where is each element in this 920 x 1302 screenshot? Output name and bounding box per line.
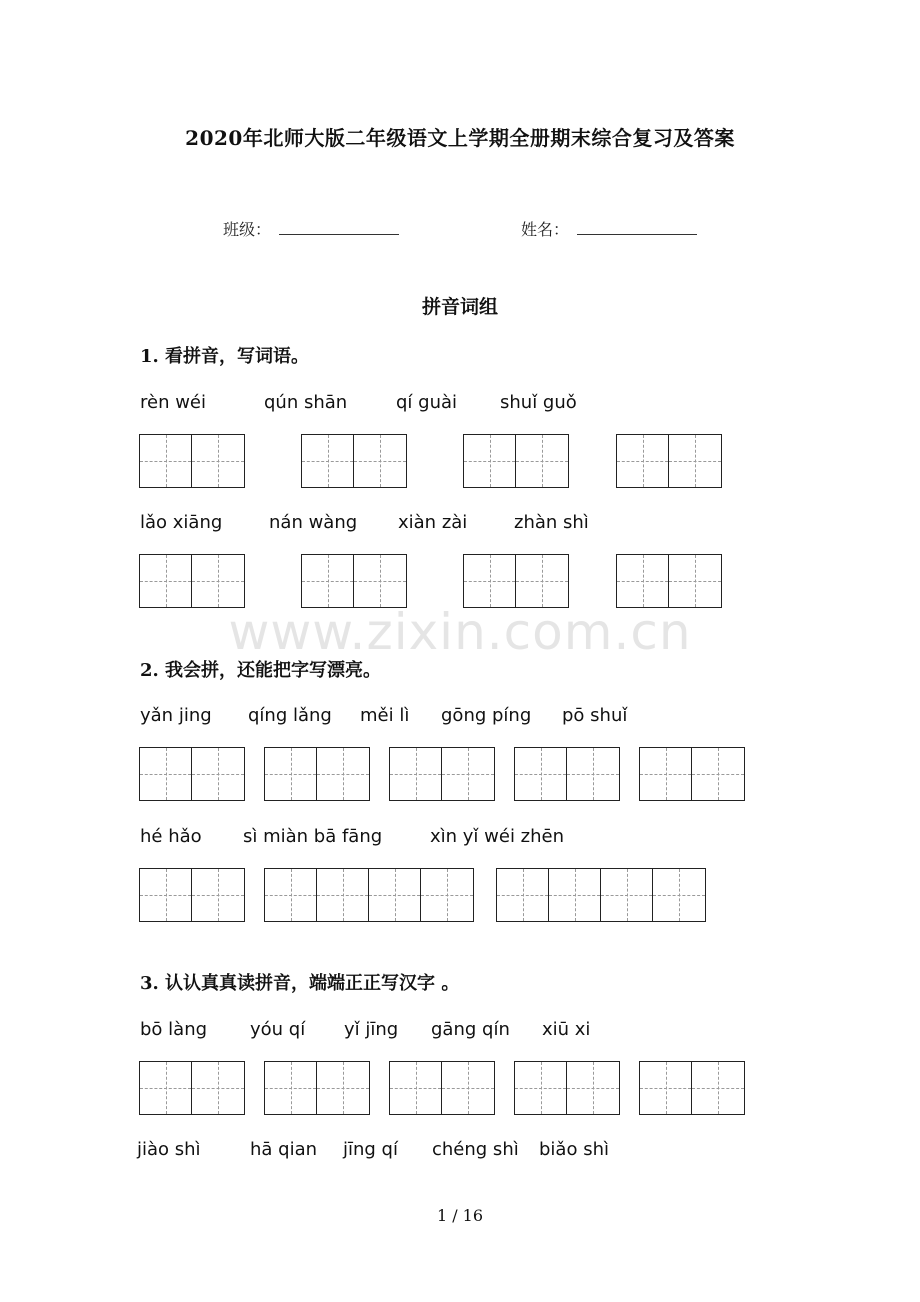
pinyin-word: pō shuǐ xyxy=(562,705,628,726)
pinyin-word: yǎn jing xyxy=(140,705,212,726)
writing-grid[interactable] xyxy=(463,434,569,488)
pinyin-word: bō làng xyxy=(140,1019,208,1040)
writing-grid[interactable] xyxy=(616,434,722,488)
pinyin-word: xìn yǐ wéi zhēn xyxy=(430,826,565,847)
class-blank[interactable] xyxy=(279,218,399,235)
writing-grid[interactable] xyxy=(139,868,245,922)
name-label: 姓名： xyxy=(521,220,570,239)
pinyin-word: rèn wéi xyxy=(140,392,207,413)
pinyin-word: zhàn shì xyxy=(514,512,589,533)
writing-grid[interactable] xyxy=(496,868,706,922)
pinyin-word: qún shān xyxy=(264,392,348,413)
writing-grid[interactable] xyxy=(514,747,620,801)
section-title: 拼音词组 xyxy=(421,296,498,318)
pinyin-word: gōng píng xyxy=(441,705,532,726)
pinyin-word: sì miàn bā fāng xyxy=(243,826,383,847)
document-title: 2020年北师大版二年级语文上学期全册期末综合复习及答案 xyxy=(185,126,735,150)
pinyin-word: xiàn zài xyxy=(398,512,468,533)
writing-grid[interactable] xyxy=(301,554,407,608)
page-number: 1 / 16 xyxy=(436,1206,484,1225)
writing-grid[interactable] xyxy=(616,554,722,608)
writing-grid[interactable] xyxy=(139,434,245,488)
pinyin-word: hā qian xyxy=(250,1139,318,1160)
pinyin-word: měi lì xyxy=(360,705,410,726)
pinyin-word: qíng lǎng xyxy=(248,705,332,726)
writing-grid[interactable] xyxy=(139,554,245,608)
question-1-title: 1. 看拼音，写词语。 xyxy=(140,346,310,367)
pinyin-word: hé hǎo xyxy=(140,826,202,847)
question-2-title: 2. 我会拼，还能把字写漂亮。 xyxy=(140,660,382,681)
watermark: www.zixin.com.cn xyxy=(228,603,692,661)
writing-grid[interactable] xyxy=(139,1061,245,1115)
writing-grid[interactable] xyxy=(389,1061,495,1115)
writing-grid[interactable] xyxy=(514,1061,620,1115)
writing-grid[interactable] xyxy=(389,747,495,801)
pinyin-word: jiào shì xyxy=(137,1139,201,1160)
pinyin-word: qí guài xyxy=(396,392,458,413)
pinyin-word: lǎo xiāng xyxy=(140,512,223,533)
pinyin-word: yóu qí xyxy=(250,1019,306,1040)
writing-grid[interactable] xyxy=(264,747,370,801)
pinyin-word: gāng qín xyxy=(431,1019,510,1040)
pinyin-word: biǎo shì xyxy=(539,1139,609,1160)
writing-grid[interactable] xyxy=(639,1061,745,1115)
writing-grid[interactable] xyxy=(639,747,745,801)
writing-grid[interactable] xyxy=(264,868,474,922)
name-blank[interactable] xyxy=(577,218,697,235)
class-label: 班级： xyxy=(223,220,272,239)
pinyin-word: xiū xi xyxy=(542,1019,591,1040)
writing-grid[interactable] xyxy=(463,554,569,608)
pinyin-word: jīng qí xyxy=(343,1139,398,1160)
question-3-title: 3. 认认真真读拼音，端端正正写汉字 。 xyxy=(140,973,460,994)
pinyin-word: shuǐ guǒ xyxy=(500,392,577,413)
writing-grid[interactable] xyxy=(301,434,407,488)
pinyin-word: yǐ jīng xyxy=(344,1019,399,1040)
writing-grid[interactable] xyxy=(139,747,245,801)
pinyin-word: nán wàng xyxy=(269,512,358,533)
pinyin-word: chéng shì xyxy=(432,1139,519,1160)
writing-grid[interactable] xyxy=(264,1061,370,1115)
